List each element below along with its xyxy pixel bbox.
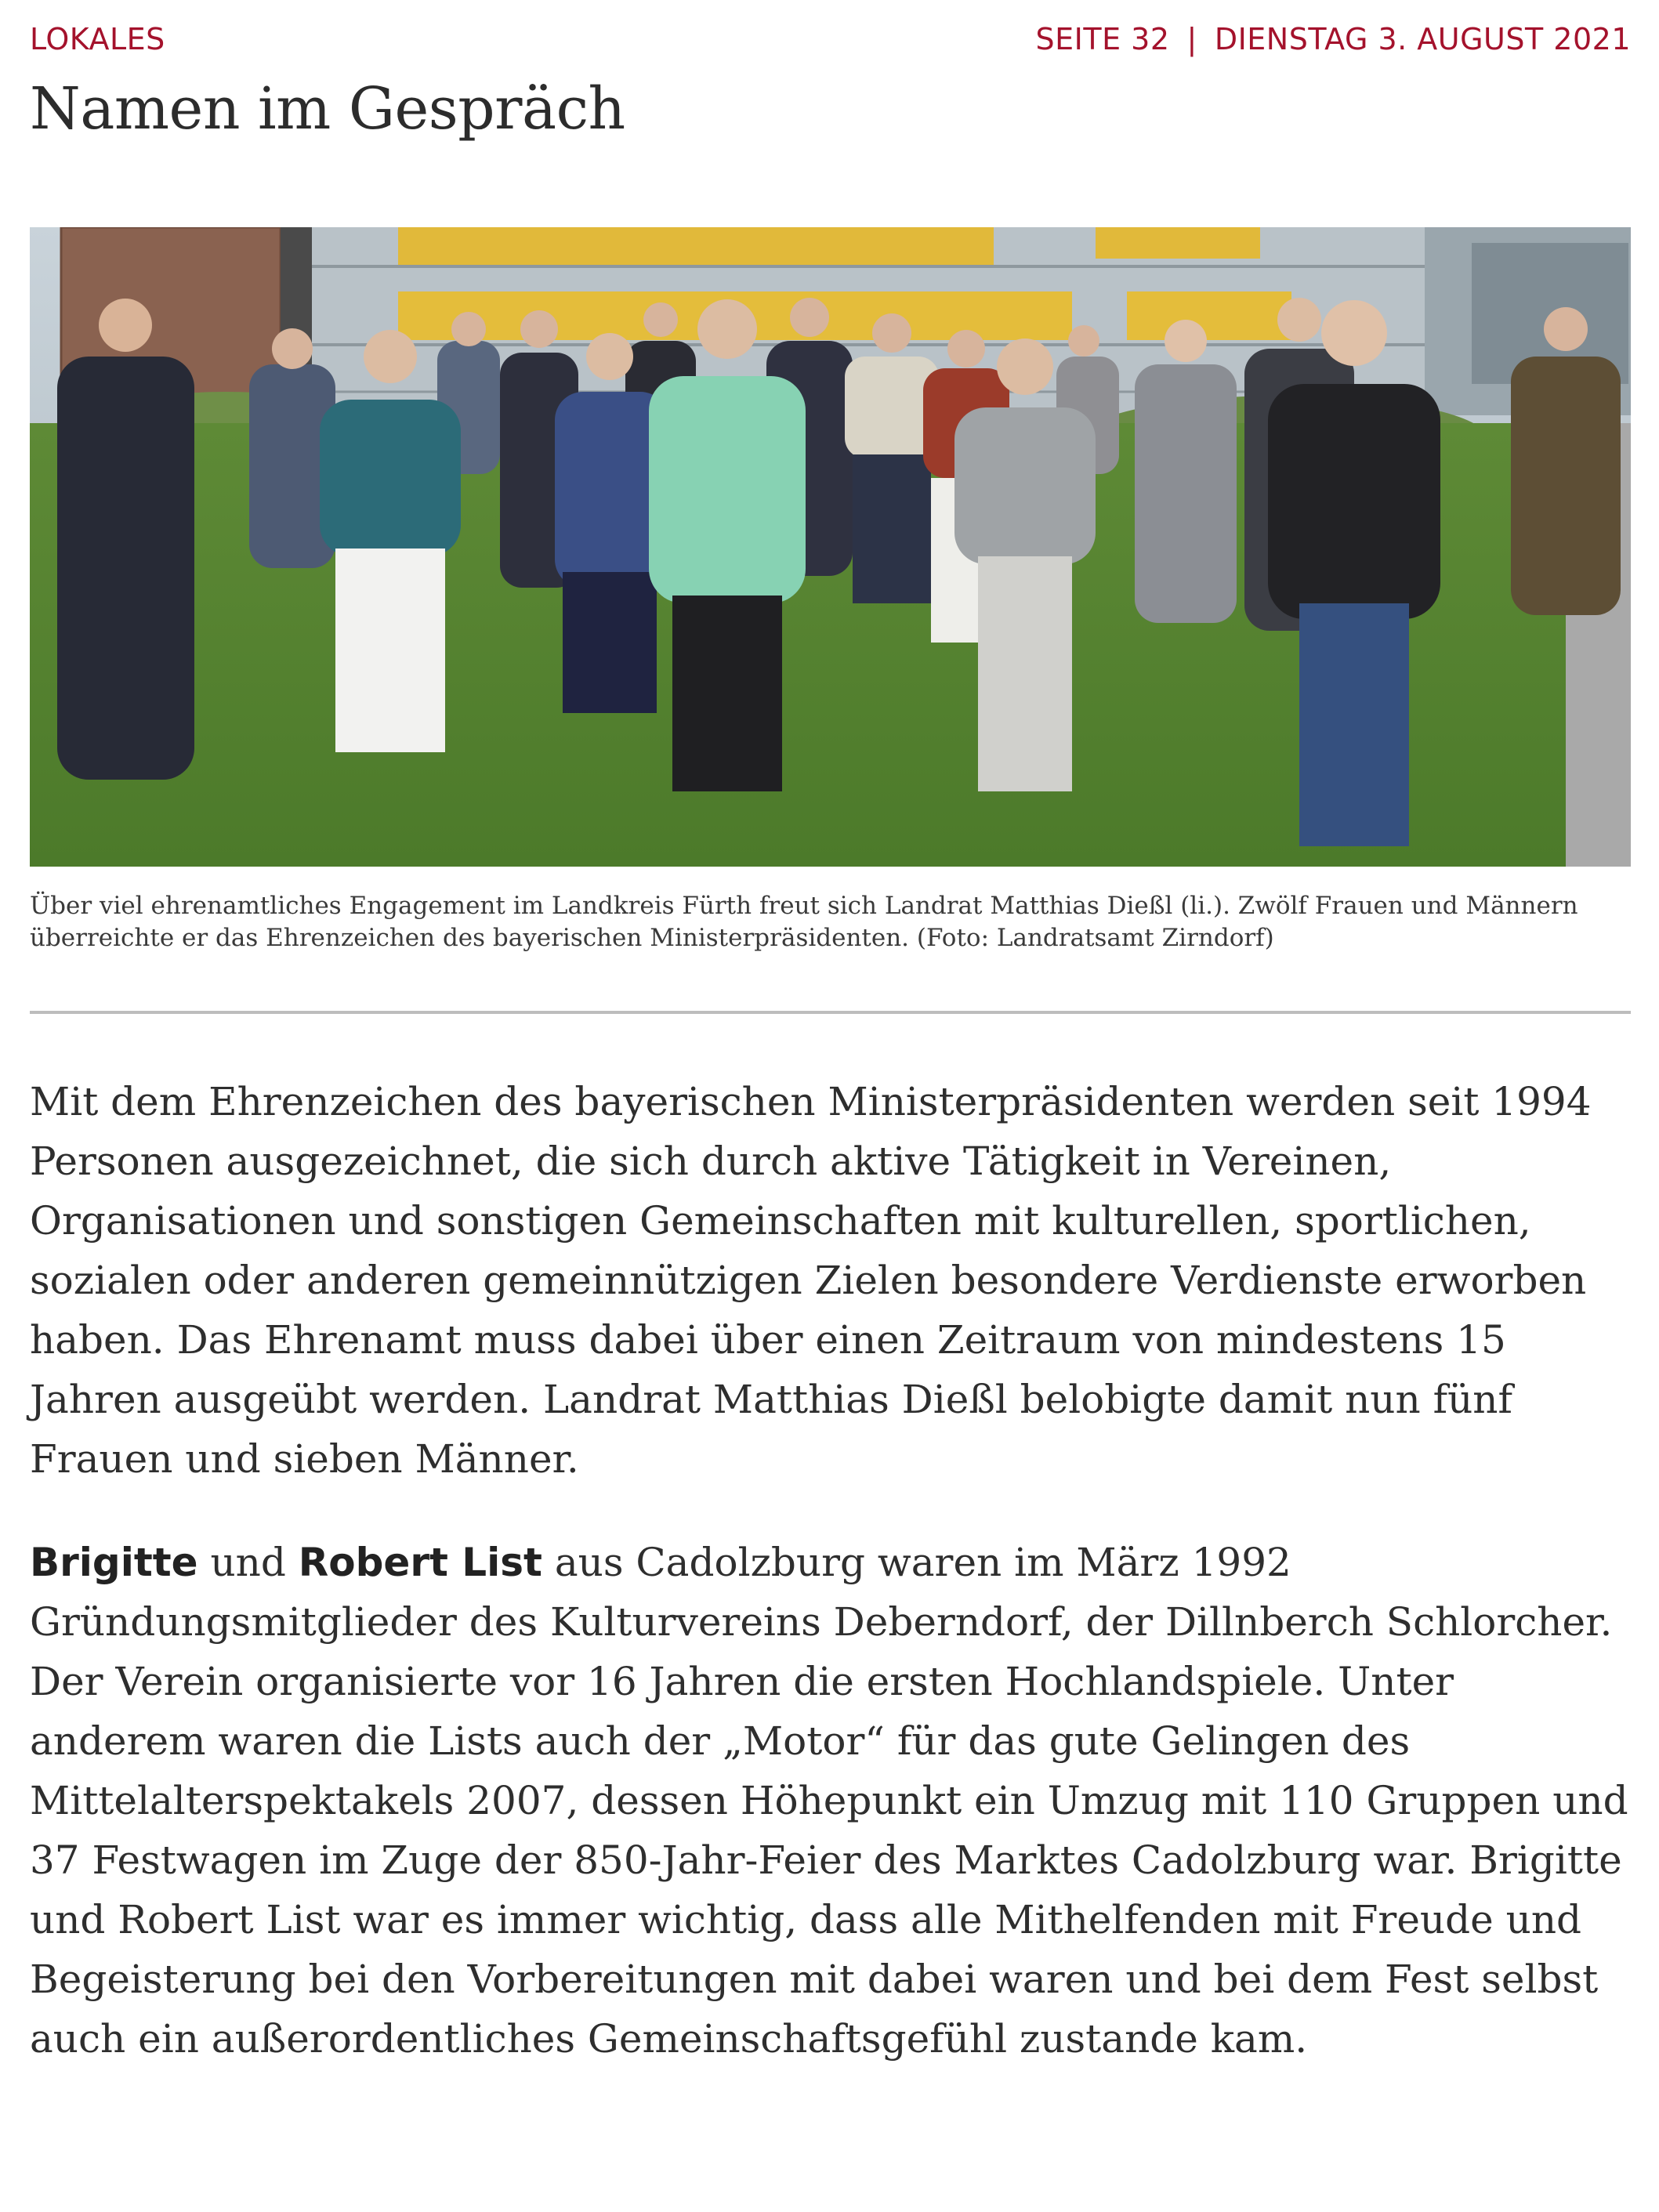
paragraph-2-text: aus Cadolzburg waren im März 1992 Gründungsmitglieder des Kulturvereins Deberndorf, der Dillnberch Schlorcher. Der Verein organisierte vor 16 Jahren die ersten Hochlandspiele. Unter anderem waren die Lists auch der „Motor“ für das gute Gelingen des Mittelalterspektakels 2007, dessen Höhepunkt ein Umzug mit 110 Gruppen und 37 Festwagen im Zuge der 850-Jahr-Feier des Marktes Cadolzburg war. Brigitte und Robert List war es immer wichtig, dass alle Mithelfenden mit Freude und Begeisterung bei den Vorbereitungen mit dabei waren und bei dem Fest selbst auch ein außerordentliches Gemeinschaftsgefühl zustande kam. [30,1540,1628,2062]
article-page [30,0,1631,2212]
section-divider [30,1011,1631,1014]
dateline-separator: | [1186,22,1197,56]
page-number: SEITE 32 [1035,22,1170,56]
header-bar [30,17,1631,64]
dateline [1036,22,1631,56]
highlight-name-brigitte: Brigitte [30,1540,198,1585]
issue-date: DIENSTAG 3. AUGUST 2021 [1214,22,1631,56]
highlight-name-robert-list: Robert List [298,1540,542,1585]
photo-caption: Über viel ehrenamtliches Engagement im Landkreis Fürth freut sich Landrat Matthias Dießl (li.). Zwölf Frauen und Männern überreichte er das Ehrenzeichen des bayerischen Ministerpräsidenten. (Foto: Landratsamt Zirndorf) [30,892,1578,952]
page-title: Namen im Gespräch [30,75,625,143]
article-paragraph-2 [30,1533,1631,2069]
article-paragraph-1: Mit dem Ehrenzeichen des bayerischen Ministerpräsidenten werden seit 1994 Personen ausgezeichnet, die sich durch aktive Tätigkeit in Vereinen, Organisationen und sonstigen Gemeinschaften mit kulturellen, sportlichen, sozialen oder anderen gemeinnützigen Zielen besondere Verdienste erworben haben. Das Ehrenamt muss dabei über einen Zeitraum von mindestens 15 Jahren ausgeübt werden. Landrat Matthias Dießl belobigte damit nun fünf Frauen und sieben Männer. [30,1079,1592,1482]
paragraph-connector: und [197,1540,299,1585]
group-photo-illustration [30,227,1631,867]
group-photo [30,227,1631,867]
section-label: LOKALES [30,22,165,56]
